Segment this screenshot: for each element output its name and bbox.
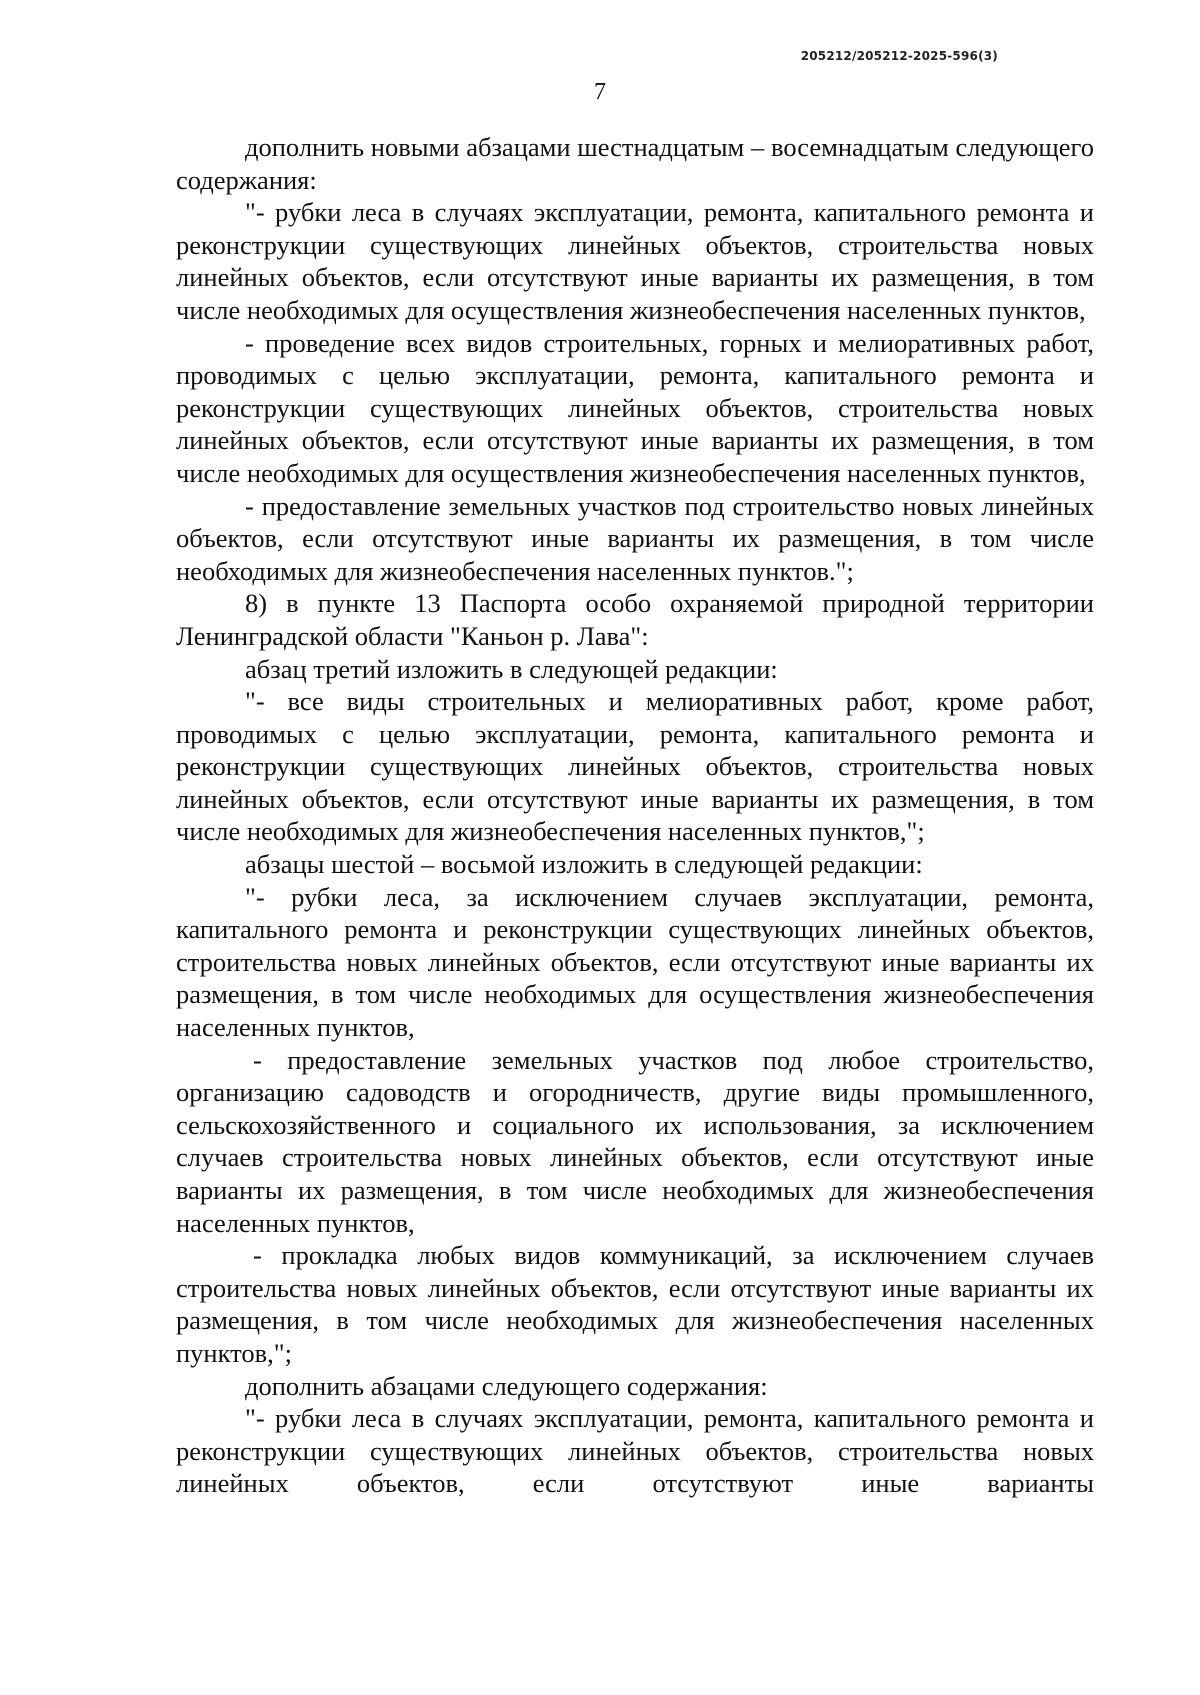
paragraph-quoted-construction-works: "- все виды строительных и мелиоративных работ, кроме работ, проводимых с целью эксплуатации, ремонта, капитального ремонта и реконструкции существующих линейных объектов, строительства новых линейных объектов, если отсутствуют иные варианты их размещения, в том числе необходимых для жизнеобеспечения населенных пунктов,"; — [176, 686, 1094, 847]
paragraph-construction-works-allowed: - проведение всех видов строительных, горных и мелиоративных работ, проводимых с целью эксплуатации, ремонта, капитального ремонта и реконструкции существующих линейных объектов, строительства новых линейных объектов, если отсутствуют иные варианты их размещения, в том числе необходимых для осуществления жизнеобеспечения населенных пунктов, — [176, 327, 1094, 488]
paragraph-quoted-logging-allowed: "- рубки леса в случаях эксплуатации, ремонта, капитального ремонта и реконструкции существующих линейных объектов, строительства новых линейных объектов, если отсутствуют иные варианты их размещения, в том числе необходимых для осуществления жизнеобеспечения населенных пунктов, — [176, 197, 1094, 325]
page-number: 7 — [594, 79, 606, 105]
paragraph-abzats-6-8-heading: абзацы шестой – восьмой изложить в следующей редакции: — [245, 849, 923, 880]
paragraph-third-abzats-heading: абзац третий изложить в следующей редакции: — [245, 653, 778, 684]
document-body — [176, 131, 1094, 1500]
paragraph-add-paragraphs-16-18: дополнить новыми абзацами шестнадцатым – восемнадцатым следующего содержания: — [176, 132, 1094, 195]
paragraph-item-8-kanyon-lava: 8) в пункте 13 Паспорта особо охраняемой природной территории Ленинградской области "Каньон р. Лава": — [176, 588, 1094, 651]
paragraph-land-plots-allowed: - предоставление земельных участков под строительство новых линейных объектов, если отсутствуют иные варианты их размещения, в том числе необходимых для жизнеобеспечения населенных пунктов."; — [176, 490, 1094, 586]
paragraph-land-plots-except: - предоставление земельных участков под любое строительство, организацию садоводств и огородничеств, другие виды промышленного, сельскохозяйственного и социального их использования, за исключением случаев строительства новых линейных объектов, если отсутствуют иные варианты их размещения, в том числе необходимых для жизнеобеспечения населенных пунктов, — [176, 1044, 1094, 1238]
paragraph-add-abzats-heading: дополнить абзацами следующего содержания: — [245, 1370, 768, 1401]
document-registration-number: 205212/205212-2025-596(3) — [800, 49, 998, 63]
paragraph-quoted-logging-except: "- рубки леса, за исключением случаев эксплуатации, ремонта, капитального ремонта и реконструкции существующих линейных объектов, строительства новых линейных объектов, если отсутствуют иные варианты их размещения, в том числе необходимых для осуществления жизнеобеспечения населенных пунктов, — [176, 881, 1094, 1043]
paragraph-communications-except: - прокладка любых видов коммуникаций, за исключением случаев строительства новых линейных объектов, если отсутствуют иные варианты их размещения, в том числе необходимых для жизнеобеспечения населенных пунктов,"; — [176, 1240, 1094, 1368]
paragraph-quoted-logging-cases: "- рубки леса в случаях эксплуатации, ремонта, капитального ремонта и реконструкции существующих линейных объектов, строительства новых линейных объектов, если отсутствуют иные варианты — [176, 1403, 1094, 1499]
